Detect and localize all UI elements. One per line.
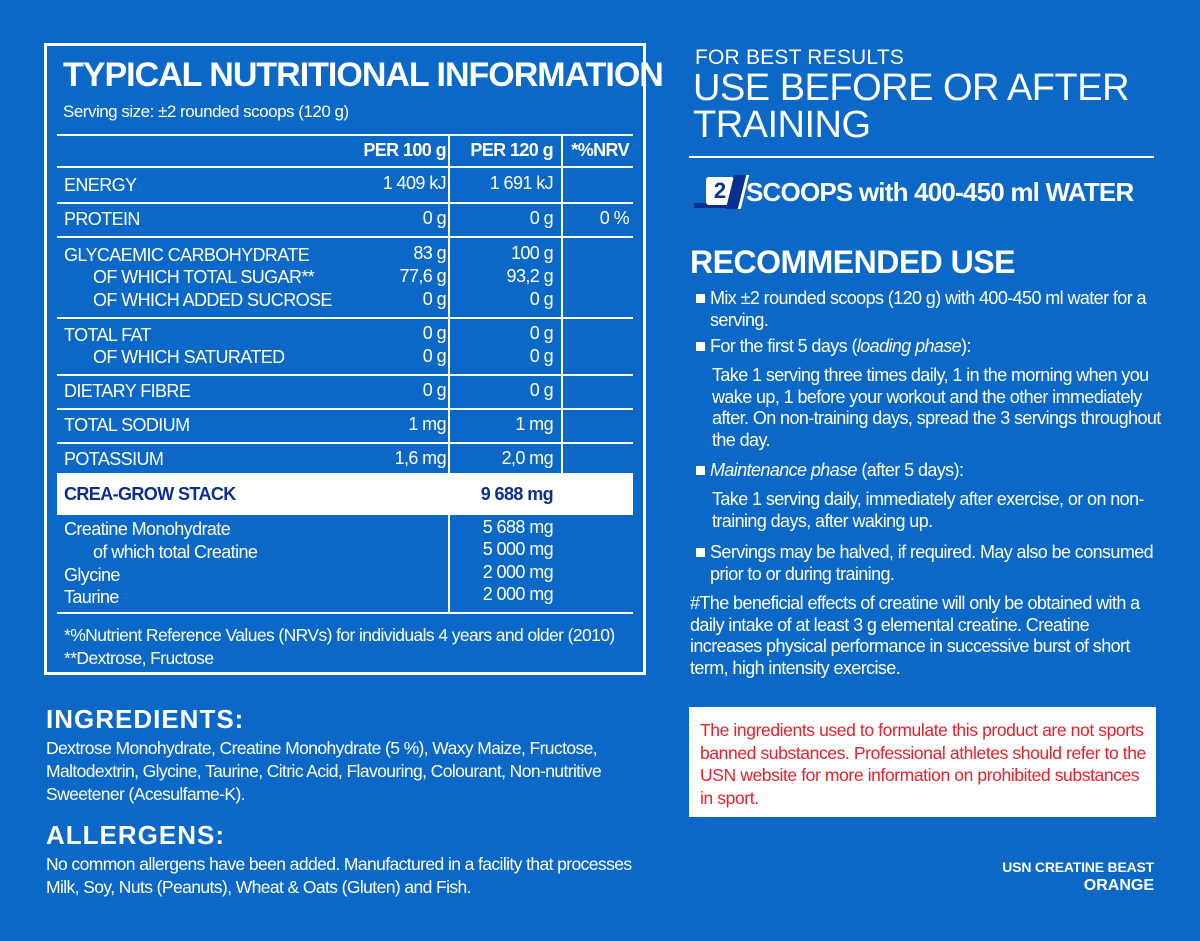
sugar-per120: 93,2 g <box>506 266 553 286</box>
nutrition-table <box>44 43 663 675</box>
header-nrv: *%NRV <box>571 140 629 160</box>
energy-per120: 1 691 kJ <box>489 173 553 193</box>
product-flavour: ORANGE <box>1083 877 1154 894</box>
usage-bullet <box>710 335 1160 357</box>
loading-phase-term: loading phase <box>856 336 962 356</box>
usage-bullet <box>710 287 1160 331</box>
sodium-per100: 1 mg <box>408 414 446 434</box>
usage-bullet-text: Mix ±2 rounded scoops (120 g) with 400-450 ml water for a serving. <box>710 288 1146 330</box>
creatine-mono-label: Creatine Monohydrate <box>64 519 231 539</box>
potassium-per100: 1,6 mg <box>394 448 446 468</box>
sugar-label: OF WHICH TOTAL SUGAR** <box>93 267 315 287</box>
fat-per120: 0 g <box>529 323 553 343</box>
protein-nrv: 0 % <box>599 208 629 228</box>
taurine-label: Taurine <box>64 587 119 607</box>
loading-post: ): <box>961 336 971 356</box>
table-rule <box>57 442 633 444</box>
header-per120: PER 120 g <box>470 140 553 160</box>
energy-label: ENERGY <box>64 175 137 195</box>
column-divider <box>561 134 563 475</box>
scoop-text: SCOOPS with 400-450 ml WATER <box>746 177 1134 207</box>
sugar-per100: 77,6 g <box>399 266 446 286</box>
bullet-square-icon <box>696 466 705 475</box>
sodium-per120: 1 mg <box>515 414 553 434</box>
maintenance-post: (after 5 days): <box>856 460 964 480</box>
fibre-per100: 0 g <box>422 380 446 400</box>
ingredients-text: Dextrose Monohydrate, Creatine Monohydrate (5 %), Waxy Maize, Fructose, Maltodextrin, Glycine, Taurine, Citric Acid, Flavouring, Colourant, Non-nutritive Sweetener (Acesulfame-K). <box>46 738 602 804</box>
maintenance-detail: Take 1 serving daily, immediately after exercise, or on non-training days, after waking up. <box>712 489 1144 531</box>
allergens-text: No common allergens have been added. Manufactured in a facility that processes Milk, Soy, Nuts (Peanuts), Wheat & Oats (Gluten) and Fish. <box>46 854 632 897</box>
fat-label: TOTAL FAT <box>64 325 151 345</box>
fibre-label: DIETARY FIBRE <box>64 381 191 401</box>
creatine-footnote: #The beneficial effects of creatine will only be obtained with a daily intake of at least 3 g elemental creatine. Creatine increases physical performance in successive burst of short term, high intensity exercise. <box>690 593 1140 678</box>
glycine-per120: 2 000 mg <box>482 562 553 582</box>
best-results-heading: USE BEFORE OR AFTER TRAINING <box>693 67 1130 146</box>
creatine-total-label: of which total Creatine <box>93 542 258 562</box>
banned-substances-notice <box>689 707 1156 817</box>
creatine-total-per120: 5 000 mg <box>482 539 553 559</box>
table-rule <box>57 166 633 168</box>
glycine-label: Glycine <box>64 565 120 585</box>
table-rule <box>57 408 633 410</box>
carb-per100: 83 g <box>413 243 446 263</box>
table-rule <box>57 134 633 136</box>
creatine-mono-per120: 5 688 mg <box>482 517 553 537</box>
maintenance-phase-term: Maintenance phase <box>710 460 857 480</box>
stack-label: CREA-GROW STACK <box>64 484 236 504</box>
fat-per100: 0 g <box>422 323 446 343</box>
usage-bullet <box>710 541 1160 585</box>
bullet-square-icon <box>696 294 705 303</box>
carb-label: GLYCAEMIC CARBOHYDRATE <box>64 245 310 265</box>
potassium-label: POTASSIUM <box>64 449 164 469</box>
loading-detail: Take 1 serving three times daily, 1 in the morning when you wake up, 1 before your workout and the other immediately after. On non-training days, spread the 3 servings throughout the day. <box>712 365 1161 450</box>
loading-pre: For the first 5 days ( <box>710 336 857 356</box>
sugar-footnote: **Dextrose, Fructose <box>64 648 214 668</box>
fibre-per120: 0 g <box>529 380 553 400</box>
scoop-count-badge: 2 <box>706 177 734 205</box>
recommended-use-title: RECOMMENDED USE <box>690 244 1015 280</box>
column-divider <box>448 515 450 612</box>
divider <box>689 156 1154 158</box>
carb-per120: 100 g <box>510 243 553 263</box>
product-name: USN CREATINE BEAST <box>1002 859 1154 875</box>
table-rule <box>57 374 633 376</box>
sucrose-per120: 0 g <box>529 289 553 309</box>
protein-label: PROTEIN <box>64 209 140 229</box>
bullet-square-icon <box>696 342 705 351</box>
scoop-instruction <box>690 175 1160 211</box>
serving-size: Serving size: ±2 rounded scoops (120 g) <box>63 102 349 121</box>
nutrition-title: TYPICAL NUTRITIONAL INFORMATION <box>63 56 663 94</box>
protein-per120: 0 g <box>529 208 553 228</box>
potassium-per120: 2,0 mg <box>501 448 553 468</box>
best-results-label: FOR BEST RESULTS <box>695 46 904 69</box>
protein-per100: 0 g <box>422 208 446 228</box>
sodium-label: TOTAL SODIUM <box>64 415 190 435</box>
table-rule <box>57 236 633 238</box>
ingredients-title: INGREDIENTS: <box>46 704 245 734</box>
taurine-per120: 2 000 mg <box>482 584 553 604</box>
table-rule <box>57 317 633 319</box>
column-divider <box>448 134 450 475</box>
usage-bullet <box>710 459 1160 481</box>
sucrose-per100: 0 g <box>422 289 446 309</box>
energy-per100: 1 409 kJ <box>382 173 446 193</box>
sucrose-label: OF WHICH ADDED SUCROSE <box>93 290 332 310</box>
allergens-title: ALLERGENS: <box>46 820 225 850</box>
bullet-square-icon <box>696 548 705 557</box>
nrv-footnote: *%Nutrient Reference Values (NRVs) for individuals 4 years and older (2010) <box>64 625 615 645</box>
stack-per120: 9 688 mg <box>480 484 553 504</box>
usage-bullet-text: Servings may be halved, if required. May also be consumed prior to or during training. <box>710 542 1154 584</box>
saturated-per120: 0 g <box>529 346 553 366</box>
stack-row <box>57 473 633 515</box>
table-rule <box>57 202 633 204</box>
header-per100: PER 100 g <box>363 140 446 160</box>
notice-text: The ingredients used to formulate this product are not sports banned substances. Professional athletes should refer to the USN website for more information on prohibited substances in sport. <box>700 720 1146 808</box>
table-rule <box>57 612 633 614</box>
saturated-per100: 0 g <box>422 346 446 366</box>
saturated-label: OF WHICH SATURATED <box>93 347 285 367</box>
